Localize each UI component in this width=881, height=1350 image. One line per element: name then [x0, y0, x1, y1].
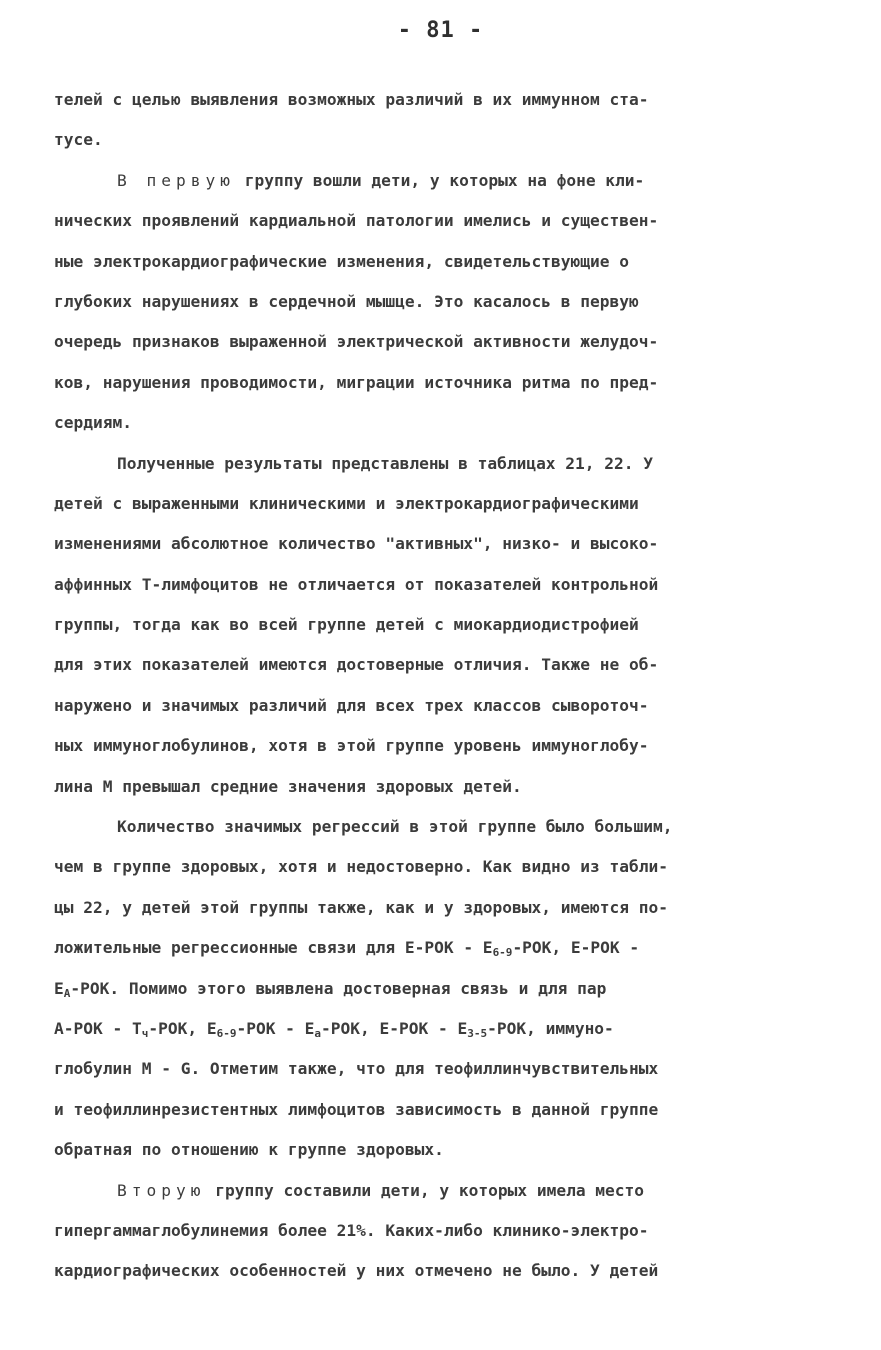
text-line: тусе. [54, 130, 103, 150]
subscript: ч [141, 1026, 149, 1040]
text-line: лина М превышал средние значения здоровых детей. [54, 776, 522, 796]
text-line: наружено и значимых различий для всех трех классов сывороточ- [54, 695, 649, 715]
text-span: А-РОК - Т [54, 1018, 142, 1038]
text-span: ложительные регрессионные связи для Е-РОК - Е [54, 938, 493, 958]
subscript: А [63, 986, 71, 1000]
text-line: аффинных Т-лимфоцитов не отличается от показателей контрольной [54, 574, 659, 594]
body-text [54, 80, 834, 1292]
text-line: глобулин М - G. Отметим также, что для теофиллинчувствительных [54, 1059, 659, 1079]
text-line: глубоких нарушениях в сердечной мышце. Это касалось в первую [54, 291, 639, 311]
text-line: ные электрокардиографические изменения, свидетельствующие о [54, 251, 629, 271]
text-line [54, 928, 834, 968]
text-line: телей с целью выявления возможных различий в их иммунном ста- [54, 90, 649, 109]
text-line: для этих показателей имеются достоверные отличия. Также не об- [54, 655, 659, 675]
text-line: ков, нарушения проводимости, миграции источника ритма по пред- [54, 372, 659, 392]
text-line: очередь признаков выраженной электрической активности желудоч- [54, 332, 659, 352]
subscript: 6-9 [492, 946, 513, 960]
text-span: -РОК, Е [148, 1018, 217, 1038]
text-line: ных иммуноглобулинов, хотя в этой группе уровень иммуноглобу- [54, 736, 649, 756]
text-line: обратная по отношению к группе здоровых. [54, 1140, 444, 1160]
text-line: и теофиллинрезистентных лимфоцитов зависимость в данной группе [54, 1099, 659, 1119]
text-span: группу составили дети, у которых имела место [205, 1180, 645, 1200]
text-line: Полученные результаты представлены в таблицах 21, 22. У [117, 453, 654, 473]
text-line [54, 969, 834, 1009]
text-line: гипергаммаглобулинемия более 21%. Каких-либо клинико-электро- [54, 1220, 649, 1240]
text-line: цы 22, у детей этой группы также, как и у здоровых, имеются по- [54, 897, 668, 917]
text-line: группы, тогда как во всей группе детей с миокардиодистрофией [54, 615, 639, 635]
text-span: группу вошли дети, у которых на фоне кли- [234, 170, 645, 190]
spaced-emphasis: В первую [117, 170, 235, 190]
text-span: -РОК. Помимо этого выявлена достоверная связь и для пар [70, 978, 607, 998]
text-line [54, 1009, 834, 1049]
page-number: - 81 - [397, 18, 484, 43]
subscript: а [314, 1026, 322, 1040]
text-line: чем в группе здоровых, хотя и недостоверно. Как видно из табли- [54, 857, 668, 877]
text-line: детей с выраженными клиническими и электрокардиографическими [54, 493, 639, 513]
text-span: -РОК, Е-РОК - Е [321, 1018, 468, 1038]
text-line: изменениями абсолютное количество "активных", низко- и высоко- [54, 534, 659, 554]
text-span: Е [54, 978, 64, 998]
text-span: -РОК, Е-РОК - [512, 938, 640, 958]
text-span: -РОК - Е [236, 1018, 315, 1038]
subscript: 3-5 [467, 1026, 488, 1040]
spaced-emphasis: Вторую [117, 1180, 206, 1200]
text-line [54, 161, 834, 201]
text-line: сердиям. [54, 413, 132, 433]
subscript: 6-9 [216, 1026, 237, 1040]
text-line: Количество значимых регрессий в этой группе было большим, [117, 817, 673, 837]
text-line: нических проявлений кардиальной патологии имелись и существен- [54, 211, 659, 231]
text-line: кардиографических особенностей у них отмечено не было. У детей [54, 1261, 659, 1281]
text-line [54, 1171, 834, 1211]
text-span: -РОК, иммуно- [487, 1018, 614, 1038]
